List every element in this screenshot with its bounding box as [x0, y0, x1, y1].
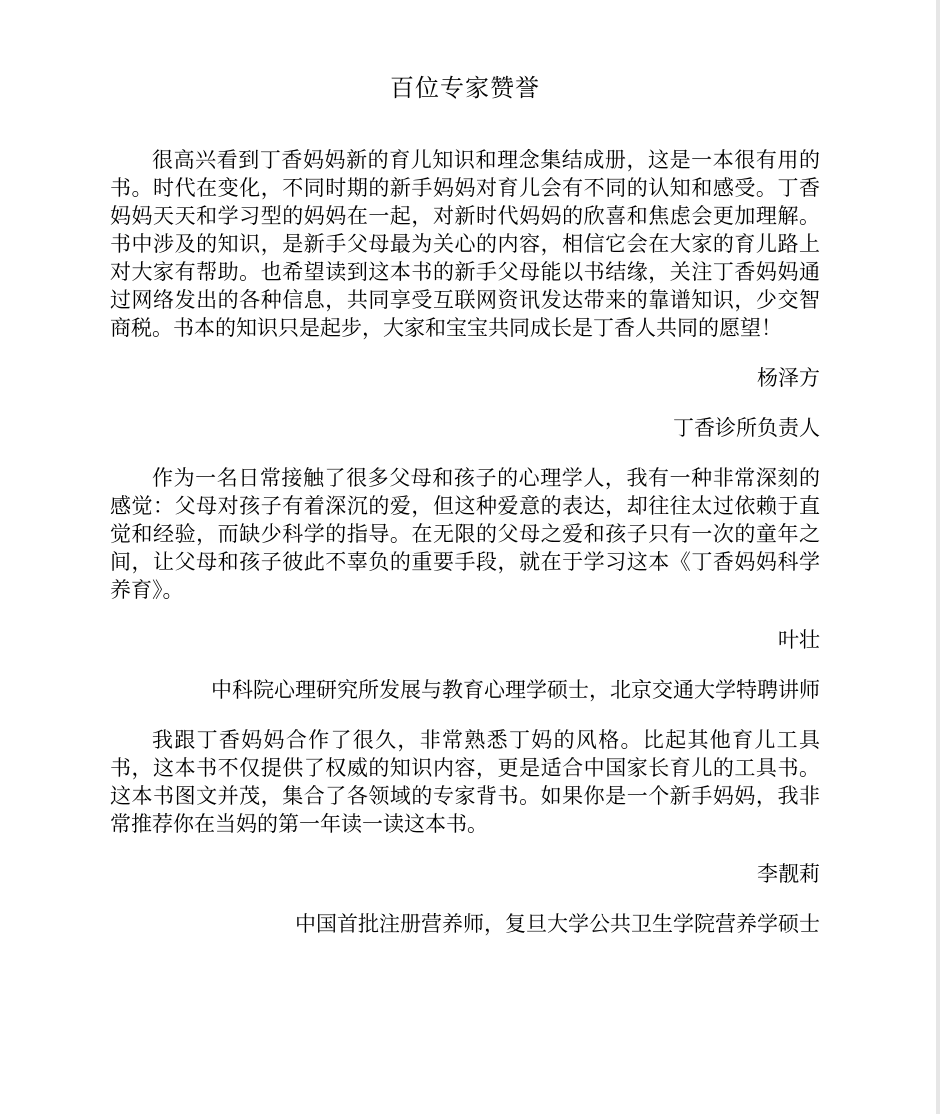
endorser-credential-2: 中科院心理研究所发展与教育心理学硕士，北京交通大学特聘讲师: [211, 678, 820, 702]
endorser-name-3: 李靓莉: [757, 862, 820, 886]
endorsement-list: [110, 146, 820, 938]
endorsement-text-3: 我跟丁香妈妈合作了很久，非常熟悉丁妈的风格。比起其他育儿工具书，这本书不仅提供了权威的知识内容，更是适合中国家长育儿的工具书。这本书图文并茂，集合了各领域的专家背书。如果你是一个新手妈妈，我非常推荐你在当妈的第一年读一读这本书。: [110, 728, 820, 836]
endorsement-text-1: 很高兴看到丁香妈妈新的育儿知识和理念集结成册，这是一本很有用的书。时代在变化，不同时期的新手妈妈对育儿会有不同的认知和感受。丁香妈妈天天和学习型的妈妈在一起，对新时代妈妈的欣喜和焦虑会更加理解。书中涉及的知识，是新手父母最为关心的内容，相信它会在大家的育儿路上对大家有帮助。也希望读到这本书的新手父母能以书结缘，关注丁香妈妈通过网络发出的各种信息，共同享受互联网资讯发达带来的靠谱知识，少交智商税。书本的知识只是起步，大家和宝宝共同成长是丁香人共同的愿望！: [110, 148, 820, 340]
endorsement-text-2: 作为一名日常接触了很多父母和孩子的心理学人，我有一种非常深刻的感觉：父母对孩子有着深沉的爱，但这种爱意的表达，却往往太过依赖于直觉和经验，而缺少科学的指导。在无限的父母之爱和孩子只有一次的童年之间，让父母和孩子彼此不辜负的重要手段，就在于学习这本《丁香妈妈科学养育》。: [110, 466, 820, 602]
endorser-credential-1: 丁香诊所负责人: [673, 416, 820, 440]
page-edge-divider: [936, 0, 940, 1114]
endorser-credential-3: 中国首批注册营养师，复旦大学公共卫生学院营养学硕士: [295, 912, 820, 936]
endorser-name-2: 叶壮: [778, 628, 820, 652]
endorser-name-1: 杨泽方: [757, 366, 820, 390]
page-title: 百位专家赞誉: [390, 74, 540, 102]
